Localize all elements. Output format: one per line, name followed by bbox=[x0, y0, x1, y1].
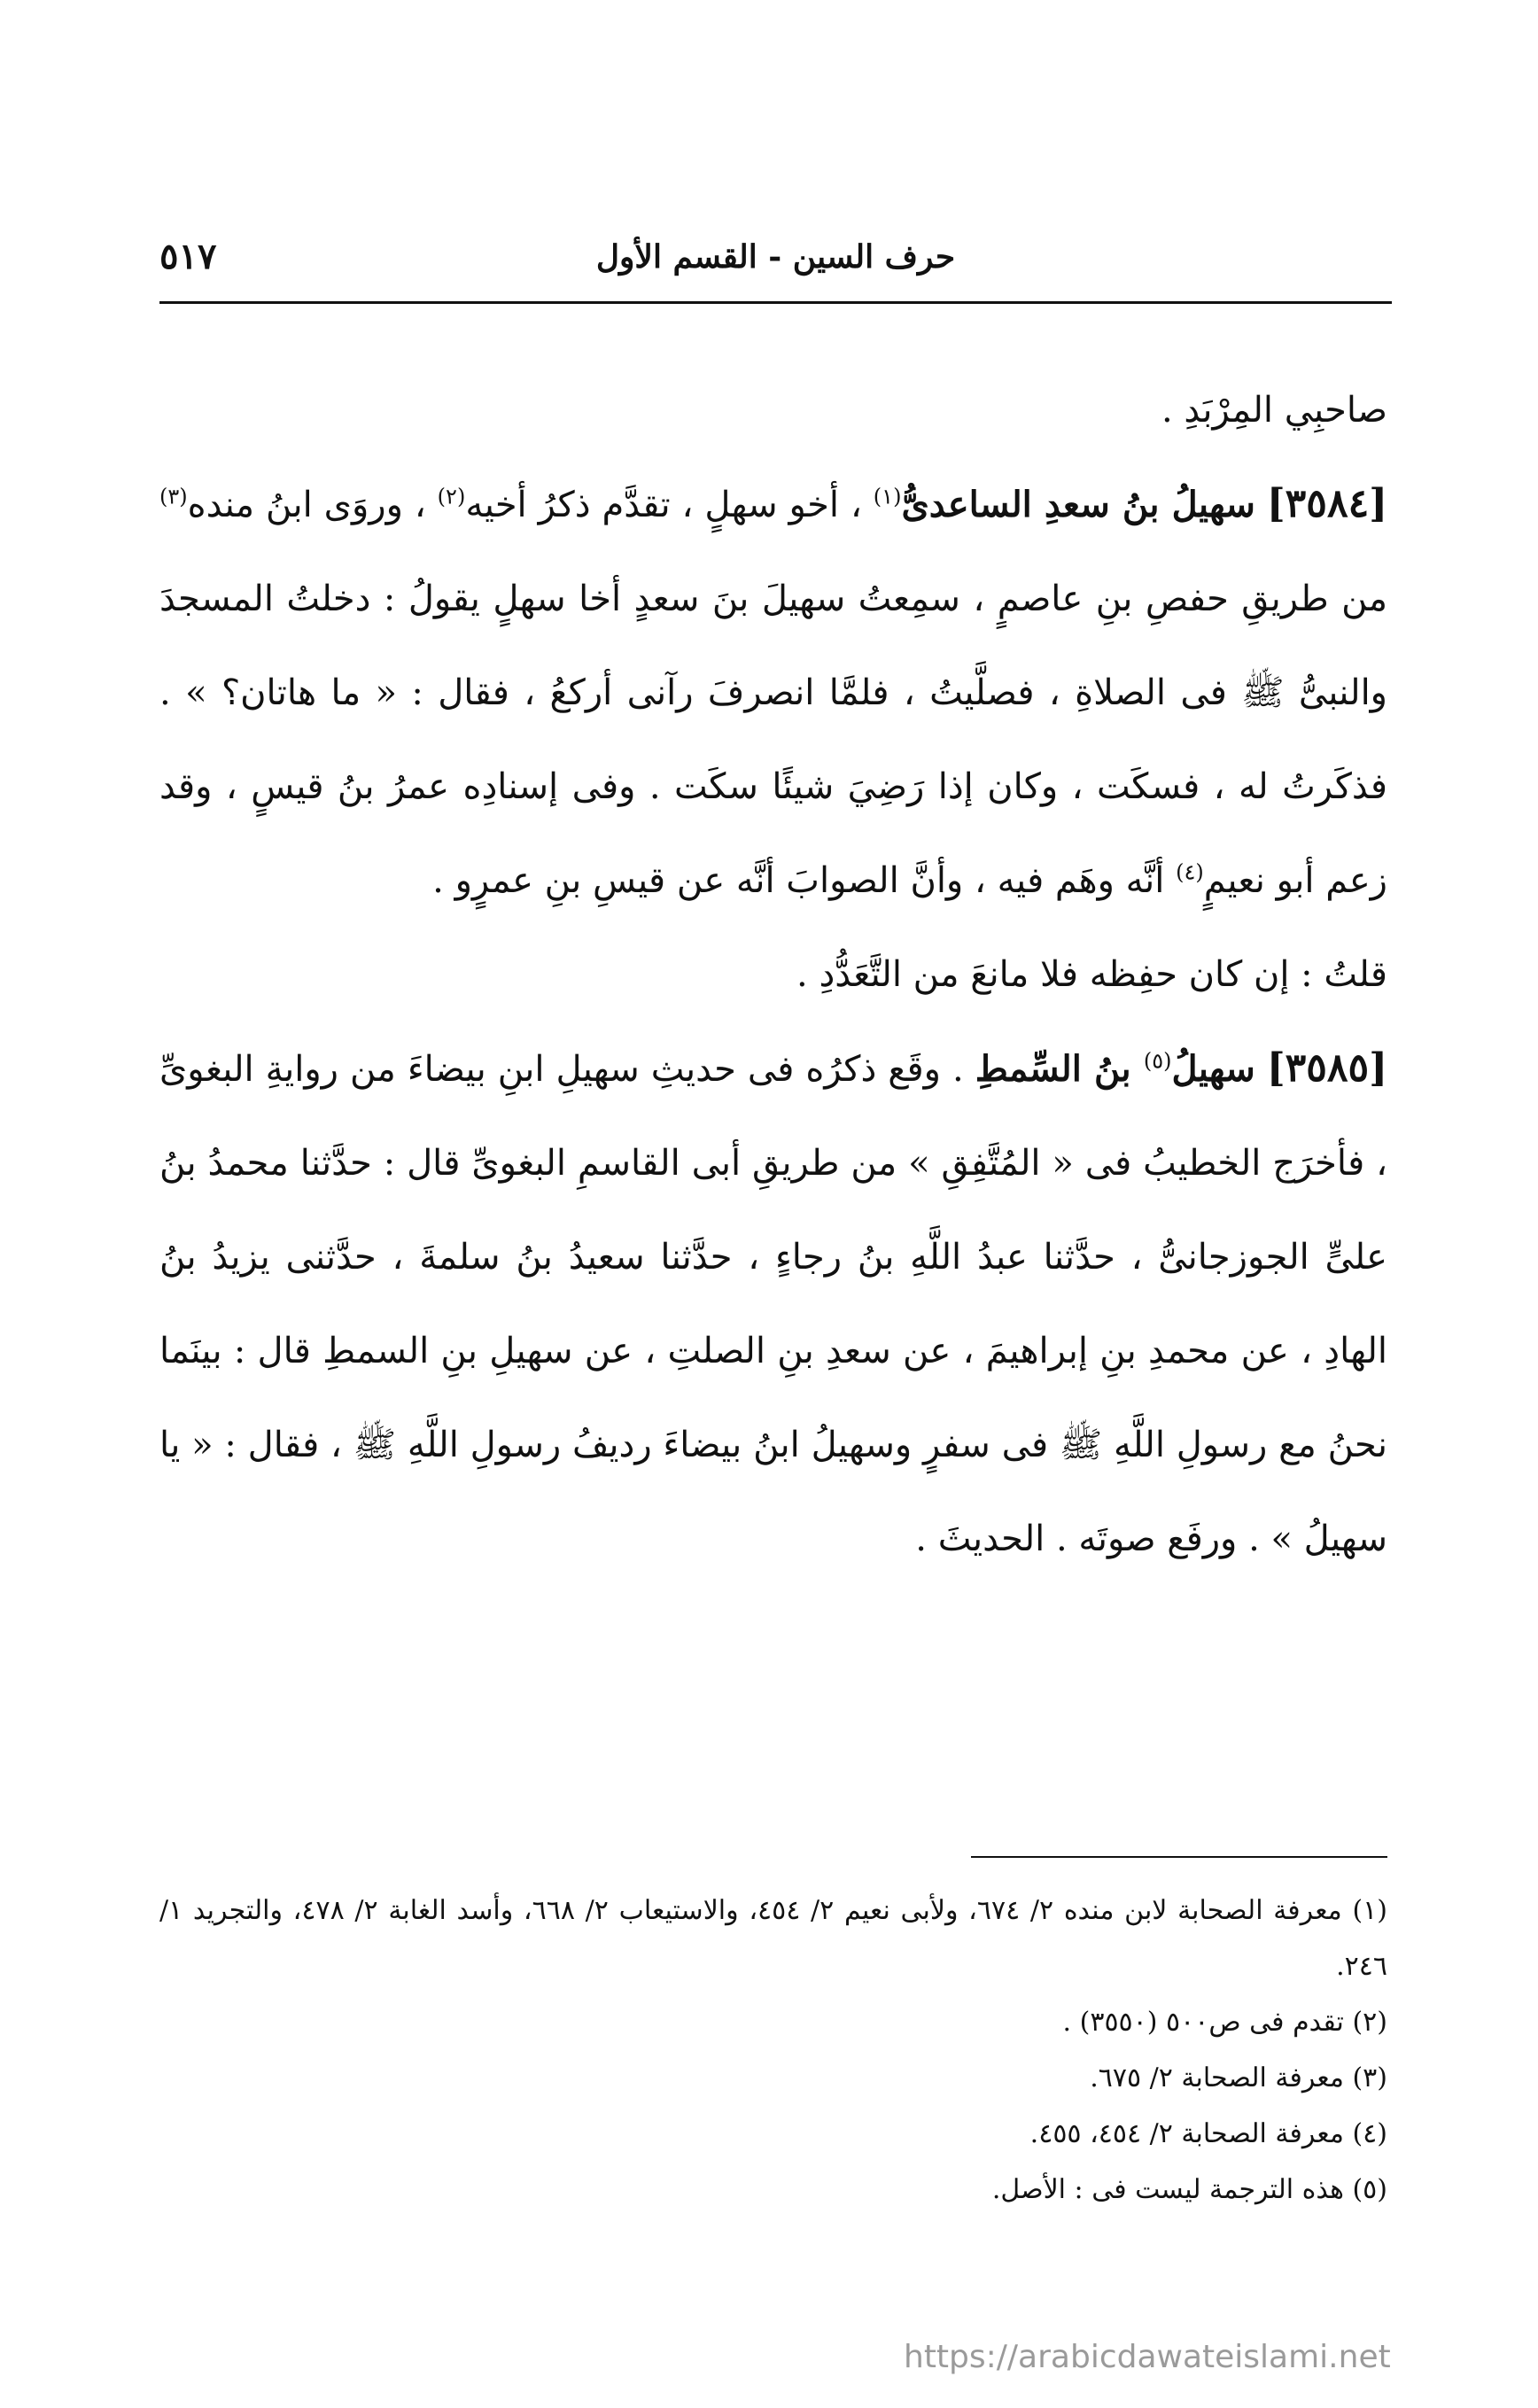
footnote-3: (٣) معرفة الصحابة ٢/ ٦٧٥. bbox=[1090, 2062, 1387, 2093]
entry-text-1: ، أخو سهلٍ ، تقدَّم ذكرُ أخيه bbox=[465, 485, 874, 525]
entry-text-4: أنَّه وهَم فيه ، وأنَّ الصوابَ أنَّه عن قيسِ بنِ عمرٍو . bbox=[432, 860, 1177, 901]
watermark-url: https://arabicdawateislami.net bbox=[904, 2339, 1391, 2375]
entry-text-3: من طريقِ حفصِ بنِ عاصمٍ ، سمِعتُ سهيلَ بنَ سعدٍ أخا سهلٍ يقولُ : دخلتُ المسجدَ والنبىُّ ﷺ فى الصلاةِ ، فصلَّيتُ ، فلمَّا انصرفَ رآنى أركعُ ، فقال : « ما هاتان؟ » . فذكَرتُ له ، فسكَت ، وكان إذا رَضِيَ شيئًا سكَت . وفى إسنادِه عمرُ بنُ قيسٍ ، وقد زعم أبو نعيمٍ bbox=[159, 579, 1388, 901]
paragraph-comment: قلتُ : إن كان حفِظه فلا مانعَ من التَّعَدُّدِ . bbox=[796, 954, 1387, 995]
paragraph-0: صاحبِي المِرْبَدِ . bbox=[1161, 390, 1387, 431]
entry-text: . وقَع ذكرُه فى حديثِ سهيلِ ابنِ بيضاءَ من روايةِ البغوىِّ ، فأخرَج الخطيبُ فى « المُتَّفِقِ » من طريقِ أبى القاسمِ البغوىِّ قال : حدَّثنا محمدُ بنُ علىٍّ الجوزجانىُّ ، حدَّثنا عبدُ اللَّهِ بنُ رجاءٍ ، حدَّثنا سعيدُ بنُ سلمةَ ، حدَّثنى يزيدُ بنُ الهادِ ، عن محمدِ بنِ إبراهيمَ ، عن سعدِ بنِ الصلتِ ، عن سهيلِ بنِ السمطِ قال : بينَما نحنُ مع رسولِ اللَّهِ ﷺ فى سفرٍ وسهيلُ ابنُ بيضاءَ رديفُ رسولِ اللَّهِ ﷺ ، فقال : « يا سهيلُ » . ورفَع صوتَه . الحديثَ . bbox=[159, 1049, 1387, 1559]
footnote-ref-5: (٥) bbox=[1143, 1048, 1172, 1074]
footnote-ref-1: (١) bbox=[873, 484, 902, 509]
entry-name-first: سهيلُ bbox=[1171, 1048, 1255, 1090]
entry-3584 bbox=[159, 457, 1387, 928]
running-head: حرف السين - القسم الأول bbox=[595, 238, 956, 276]
footnote-2: (٢) تقدم فى ص٥٠٠ (٣٥٥٠) . bbox=[1062, 2007, 1387, 2038]
entry-number: [٣٥٨٥] bbox=[1266, 1045, 1388, 1091]
entry-name-rest: بنُ السِّمطِ bbox=[975, 1048, 1144, 1090]
footnote-ref-2: (٢) bbox=[437, 484, 466, 509]
footnote-ref-3: (٣) bbox=[159, 484, 188, 509]
footnote-ref-4: (٤) bbox=[1176, 859, 1204, 885]
page-number: ٥١٧ bbox=[159, 236, 217, 277]
entry-3585 bbox=[159, 1021, 1387, 1586]
entry-number: [٣٥٨٤] bbox=[1266, 481, 1388, 526]
header-rule bbox=[159, 301, 1392, 304]
footnote-1: (١) معرفة الصحابة لابن منده ٢/ ٦٧٤، ولأبى نعيم ٢/ ٤٥٤، والاستيعاب ٢/ ٦٦٨، وأسد الغابة ٢/ ٤٧٨، والتجريد ١/ ٢٤٦. bbox=[159, 1895, 1387, 1982]
entry-text-2: ، وروَى ابنُ منده bbox=[187, 485, 438, 525]
main-text bbox=[159, 363, 1387, 1586]
footnote-4: (٤) معرفة الصحابة ٢/ ٤٥٤، ٤٥٥. bbox=[1029, 2118, 1387, 2149]
page-header bbox=[159, 226, 1392, 288]
footnote-rule bbox=[971, 1856, 1387, 1858]
entry-name: سهيلُ بنُ سعدِ الساعدىُّ bbox=[901, 484, 1255, 525]
footnotes bbox=[159, 1883, 1387, 2218]
footnote-5: (٥) هذه الترجمة ليست فى : الأصل. bbox=[991, 2174, 1387, 2205]
